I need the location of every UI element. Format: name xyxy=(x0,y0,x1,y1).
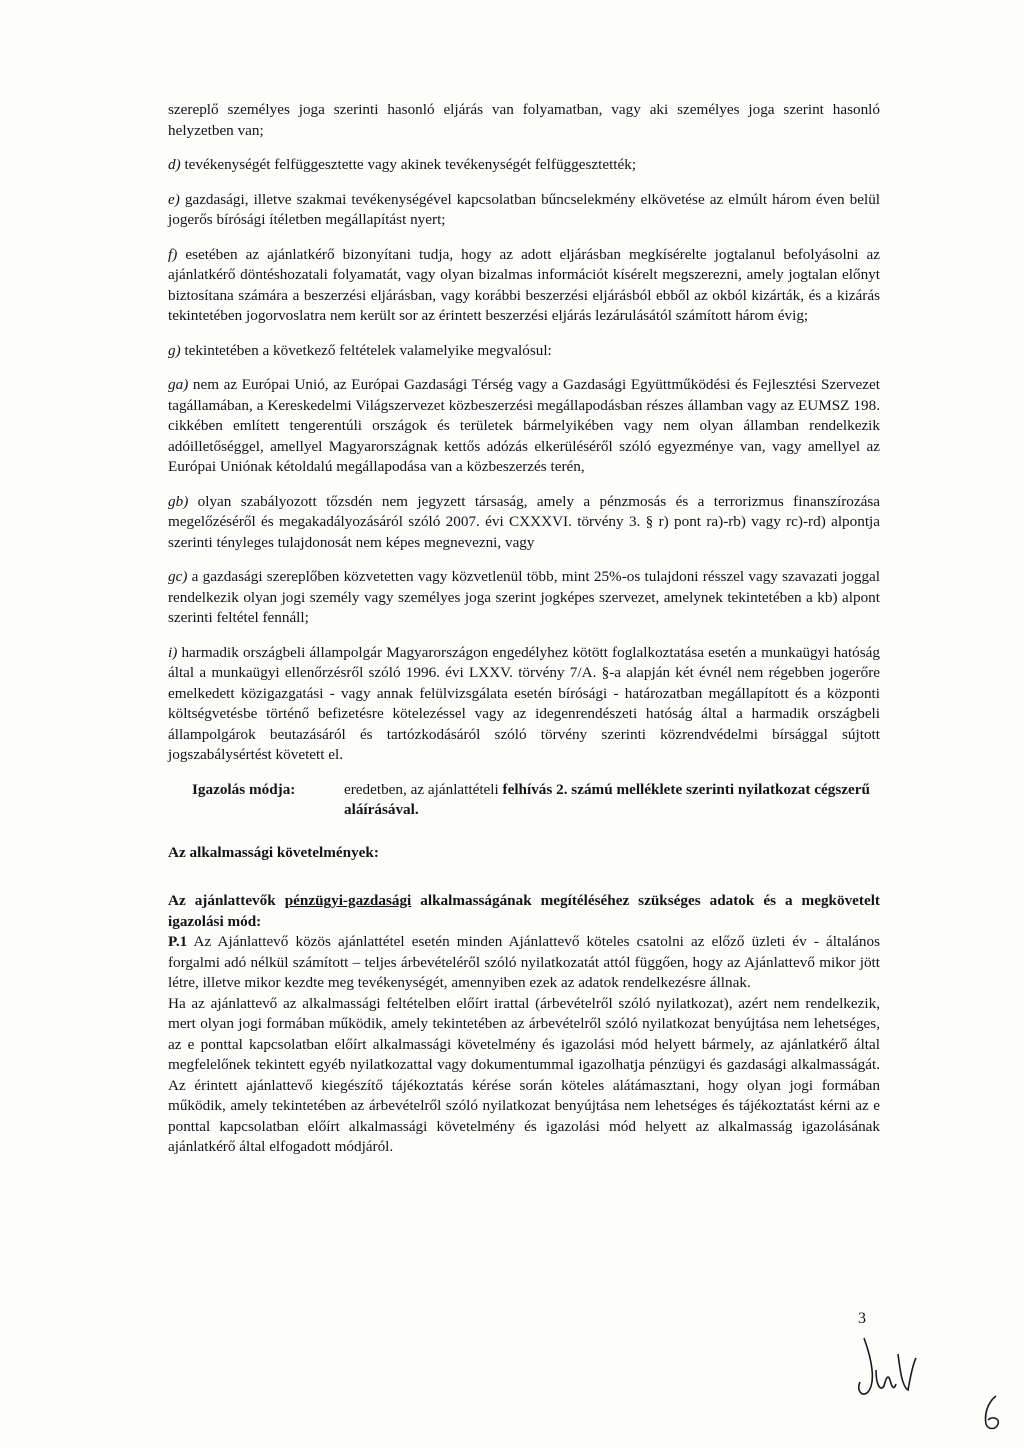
paragraph-text: szereplő személyes joga szerinti hasonló eljárás van folyamatban, vagy aki személyes joga szerint hasonló helyzetben van; xyxy=(168,101,880,139)
section-title-part2: alkalmasságának megítéléséhez szükséges adatok és a megkövetelt igazolási mód: xyxy=(168,892,880,930)
item-letter: f) xyxy=(168,245,178,263)
proof-method-text xyxy=(344,780,880,821)
requirements-heading: Az alkalmassági követelmények: xyxy=(168,843,379,861)
paragraph-e xyxy=(168,190,880,231)
proof-method-label: Igazolás módja: xyxy=(192,780,296,798)
paragraph-ga xyxy=(168,375,880,478)
section-title xyxy=(168,891,880,932)
item-letter: i) xyxy=(168,643,178,661)
proof-method xyxy=(192,780,880,821)
item-letter: g) xyxy=(168,341,181,359)
p1-label: P.1 xyxy=(168,933,188,950)
paragraph-intro xyxy=(168,100,880,141)
item-letter: gb) xyxy=(168,492,189,510)
paragraph-gb xyxy=(168,492,880,554)
paragraph-gc xyxy=(168,567,880,629)
paragraph-text: a gazdasági szereplőben közvetetten vagy közvetlenül több, mint 25%-os tulajdoni résszel vagy szavazati joggal rendelkezik olyan jogi személy vagy személyes joga szerint jogképes szervezet, amelynek tekintetében a kb) alpont szerinti feltétel fennáll; xyxy=(168,568,880,626)
paragraph-i xyxy=(168,643,880,766)
p1-text: Az Ajánlattevő közös ajánlattétel esetén minden Ajánlattevő köteles csatolni az előző üzleti év - általános forgalmi adó nélkül számított – teljes árbevételéről szóló nyilatkozatát attól függően, hogy az Ajánlattevő mikor jött létre, illetve mikor kezdte meg tevékenységét, amennyiben ezek az adatok rendelkezésre állnak. xyxy=(168,933,880,991)
paragraph-d xyxy=(168,155,880,176)
paragraph-p1-continued xyxy=(168,994,880,1158)
handwritten-page-mark xyxy=(978,1392,1004,1432)
item-letter: ga) xyxy=(168,376,189,393)
paragraph-text: tekintetében a következő feltételek valamelyike megvalósul: xyxy=(184,341,552,359)
paragraph-text: tevékenységét felfüggesztette vagy akinek tevékenységét felfüggesztették; xyxy=(184,156,637,173)
page-number: 3 xyxy=(858,1310,866,1327)
proof-method-bold: felhívás 2. számú melléklete szerinti nyilatkozat cégszerű aláírásával. xyxy=(344,780,870,818)
paragraph-g xyxy=(168,341,880,362)
paragraph-p1 xyxy=(168,932,880,994)
paragraph-text: gazdasági, illetve szakmai tevékenységével kapcsolatban bűncselekmény elkövetése az elmúlt három éven belül jogerős bírósági ítéletben megállapítást nyert; xyxy=(168,190,881,228)
paragraph-text: nem az Európai Unió, az Európai Gazdasági Térség vagy a Gazdasági Együttműködési és Fejlesztési Szervezet tagállamában, a Kereskedelmi Világszervezet közbeszerzési megállapodásban részes államban vagy az EUMSZ 198. cikkében említett tengerentúli országok és területek bármelyikében vagy nem olyan államban rendelkezik adóilletőséggel, amellyel Magyarországnak kettős adózás elkerüléséről szóló egyezménye van, vagy amellyel az Európai Uniónak kétoldalú megállapodása van a közbeszerzés terén, xyxy=(168,376,881,475)
item-letter: d) xyxy=(168,156,181,173)
paragraph-text: harmadik országbeli állampolgár Magyarországon engedélyhez kötött foglalkoztatása esetén a munkaügyi hatóság által a munkaügyi ellenőrzésről szóló 1996. évi LXXV. törvény 7/A. §-a alapján két évnél nem régebben jogerőre emelkedett közigazgatási - vagy annak felülvizsgálata esetén bírósági - határozatban megállapított és a központi költségvetésbe történő befizetésre kötelezéssel vagy az idegenrendészeti hatóság által a harmadik országbeli állampolgárok beutazásáról és tartózkodásáról szóló törvény szerinti közrendvédelmi bírsággal sújtott jogszabálysértést követett el. xyxy=(168,643,881,763)
section-title-part1: Az ajánlattevők xyxy=(168,892,285,909)
p2-text: Ha az ajánlattevő az alkalmassági feltételben előírt irattal (árbevételről szóló nyilatkozat), azért nem rendelkezik, mert olyan jogi formában működik, amely tekintetében az árbevételről szóló nyilatkozat benyújtása nem lehetséges, az e ponttal kapcsolatban előírt alkalmassági követelmény és igazolási mód helyett bármely, az ajánlatkérő által megfelelőnek tekintett egyéb nyilatkozattal vagy dokumentummal igazolhatja pénzügyi és gazdasági alkalmasságát. Az érintett ajánlattevő kiegészítő tájékoztatás kérése során köteles alátámasztani, hogy olyan jogi formában működik, amely tekintetében az árbevételről szóló nyilatkozat benyújtása nem lehetséges és tájékoztatást kérni az e ponttal kapcsolatban előírt alkalmassági követelmény és igazolási mód helyett az alkalmasság igazolásának ajánlatkérő által elfogadott módjáról. xyxy=(168,994,880,1155)
item-letter: gc) xyxy=(168,568,188,585)
document-body xyxy=(168,100,880,1172)
paragraph-f xyxy=(168,245,880,327)
item-letter: e) xyxy=(168,190,180,208)
handwritten-initials-signature xyxy=(850,1330,920,1400)
section-title-underlined: pénzügyi-gazdasági xyxy=(284,892,412,909)
proof-method-plain: eredetben, az ajánlattételi xyxy=(344,780,503,798)
paragraph-text: esetében az ajánlatkérő bizonyítani tudja, hogy az adott eljárásban megkísérelte jogtalanul befolyásolni az ajánlatkérő döntéshozatali folyamatát, vagy olyan bizalmas információt kísérelt megszerezni, amely jogtalan előnyt biztosítana számára a beszerzési eljárásban, vagy korábbi beszerzési eljárásból ebből az okból kizárták, és a kizárás tekintetében jogorvoslatra nem került sor az érintett beszerzési eljárás lezárulásától számított három évig; xyxy=(168,245,881,324)
paragraph-text: olyan szabályozott tőzsdén nem jegyzett társaság, amely a pénzmosás és a terrorizmus finanszírozása megelőzéséről és megakadályozásáról szóló 2007. évi CXXXVI. törvény 3. § r) pont ra)-rb) vagy rc)-rd) alpontja szerinti tényleges tulajdonosát nem képes megnevezni, vagy xyxy=(168,492,881,551)
